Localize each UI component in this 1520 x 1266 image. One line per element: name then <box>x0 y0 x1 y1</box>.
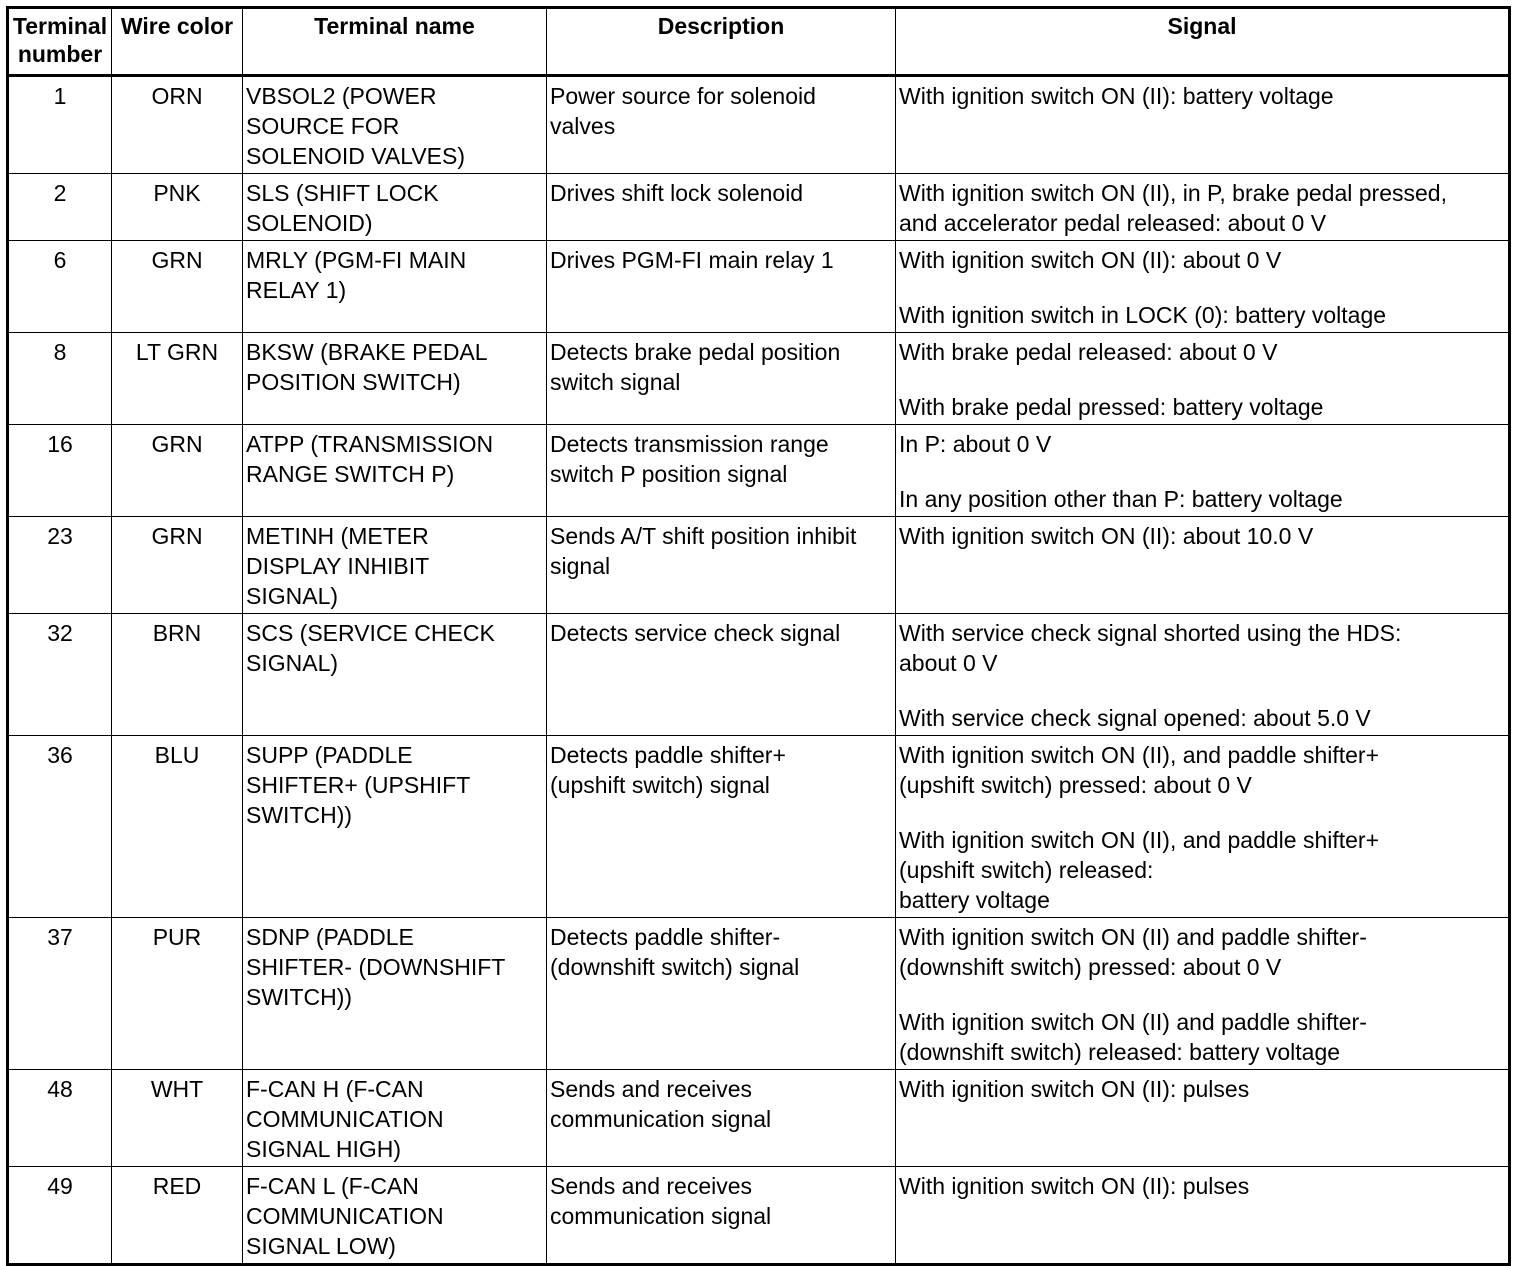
description-cell-text: Detects paddle shifter- (downshift switch) signal <box>550 924 800 980</box>
description-cell <box>547 76 896 174</box>
terminal-name-cell-text: VBSOL2 (POWER SOURCE FOR SOLENOID VALVES) <box>246 83 465 169</box>
terminal-name-cell <box>243 76 547 174</box>
signal-cell <box>896 333 1510 425</box>
description-cell-text: Power source for solenoid valves <box>550 83 816 139</box>
description-cell-text: Drives shift lock solenoid <box>550 180 804 206</box>
description-cell <box>547 918 896 1070</box>
terminal-number-cell-text: 23 <box>47 523 73 549</box>
table-row <box>8 517 1510 614</box>
signal-cell <box>896 76 1510 174</box>
wire-color-cell <box>112 241 243 333</box>
description-cell-text: Drives PGM-FI main relay 1 <box>550 247 834 273</box>
header-terminal-number: Terminal number <box>8 8 112 76</box>
table-row <box>8 241 1510 333</box>
wire-color-cell-text: WHT <box>150 1076 204 1102</box>
signal-cell <box>896 1070 1510 1167</box>
wire-color-cell <box>112 614 243 736</box>
signal-line: With ignition switch ON (II) and paddle shifter- (downshift switch) pressed: about 0 V <box>899 924 1367 980</box>
signal-cell <box>896 1167 1510 1265</box>
signal-cell <box>896 517 1510 614</box>
terminal-number-cell <box>8 76 112 174</box>
terminal-name-cell <box>243 1167 547 1265</box>
signal-line: With ignition switch ON (II): about 10.0 V <box>899 523 1314 549</box>
terminal-number-cell-text: 37 <box>47 924 73 950</box>
signal-line: With ignition switch ON (II): pulses <box>899 1076 1250 1102</box>
table-row <box>8 1167 1510 1265</box>
header-signal: Signal <box>896 8 1510 76</box>
terminal-name-cell <box>243 333 547 425</box>
terminal-name-cell-text: SUPP (PADDLE SHIFTER+ (UPSHIFT SWITCH)) <box>246 742 471 828</box>
wire-color-cell <box>112 76 243 174</box>
signal-line: With ignition switch ON (II), and paddle shifter+ (upshift switch) pressed: about 0 V <box>899 742 1380 798</box>
description-cell <box>547 241 896 333</box>
signal-line: With ignition switch in LOCK (0): battery voltage <box>899 302 1387 328</box>
signal-line: With ignition switch ON (II): about 0 V <box>899 247 1282 273</box>
description-cell <box>547 736 896 918</box>
terminal-name-cell <box>243 736 547 918</box>
signal-line: With service check signal opened: about 5.0 V <box>899 705 1371 731</box>
signal-cell <box>896 425 1510 517</box>
signal-cell <box>896 918 1510 1070</box>
description-cell-text: Sends and receives communication signal <box>550 1076 772 1132</box>
signal-line: With brake pedal pressed: battery voltage <box>899 394 1324 420</box>
terminal-number-cell <box>8 1167 112 1265</box>
description-cell-text: Detects paddle shifter+ (upshift switch) signal <box>550 742 786 798</box>
description-cell <box>547 1070 896 1167</box>
wire-color-cell <box>112 425 243 517</box>
description-cell <box>547 174 896 241</box>
terminal-number-cell-text: 6 <box>53 247 67 273</box>
signal-cell <box>896 241 1510 333</box>
terminal-name-cell-text: BKSW (BRAKE PEDAL POSITION SWITCH) <box>246 339 488 395</box>
terminal-table <box>6 6 1511 1266</box>
description-cell-text: Sends A/T shift position inhibit signal <box>550 523 857 579</box>
wire-color-cell-text: GRN <box>151 247 203 273</box>
description-cell-text: Detects service check signal <box>550 620 841 646</box>
header-wire-color: Wire color <box>112 8 243 76</box>
terminal-number-cell <box>8 517 112 614</box>
terminal-name-cell-text: SDNP (PADDLE SHIFTER- (DOWNSHIFT SWITCH)) <box>246 924 506 1010</box>
wire-color-cell-text: ORN <box>151 83 203 109</box>
terminal-name-cell-text: F-CAN H (F-CAN COMMUNICATION SIGNAL HIGH) <box>246 1076 444 1162</box>
header-terminal-name: Terminal name <box>243 8 547 76</box>
wire-color-cell <box>112 736 243 918</box>
wire-color-cell <box>112 517 243 614</box>
terminal-number-cell-text: 8 <box>53 339 67 365</box>
terminal-number-cell-text: 32 <box>47 620 73 646</box>
header-description: Description <box>547 8 896 76</box>
terminal-name-cell <box>243 425 547 517</box>
signal-line: With service check signal shorted using the HDS: about 0 V <box>899 620 1402 676</box>
wire-color-cell <box>112 1167 243 1265</box>
wire-color-cell <box>112 918 243 1070</box>
terminal-name-cell <box>243 174 547 241</box>
signal-line: In P: about 0 V <box>899 431 1052 457</box>
terminal-name-cell <box>243 918 547 1070</box>
signal-line: In any position other than P: battery voltage <box>899 486 1343 512</box>
table-row <box>8 918 1510 1070</box>
terminal-name-cell-text: F-CAN L (F-CAN COMMUNICATION SIGNAL LOW) <box>246 1173 444 1259</box>
signal-cell <box>896 174 1510 241</box>
terminal-name-cell-text: METINH (METER DISPLAY INHIBIT SIGNAL) <box>246 523 430 609</box>
signal-line: With ignition switch ON (II): battery voltage <box>899 83 1334 109</box>
table-row <box>8 425 1510 517</box>
description-cell-text: Detects transmission range switch P position signal <box>550 431 829 487</box>
signal-line: With brake pedal released: about 0 V <box>899 339 1278 365</box>
description-cell <box>547 425 896 517</box>
terminal-number-cell <box>8 425 112 517</box>
terminal-name-cell <box>243 517 547 614</box>
terminal-number-cell <box>8 174 112 241</box>
terminal-number-cell <box>8 1070 112 1167</box>
table-row <box>8 76 1510 174</box>
wire-color-cell-text: LT GRN <box>135 339 219 365</box>
wire-color-cell-text: GRN <box>151 431 203 457</box>
description-cell <box>547 517 896 614</box>
terminal-number-cell-text: 2 <box>53 180 67 206</box>
terminal-number-cell-text: 49 <box>47 1173 73 1199</box>
terminal-name-cell-text: MRLY (PGM-FI MAIN RELAY 1) <box>246 247 467 303</box>
table-row <box>8 736 1510 918</box>
signal-line: With ignition switch ON (II): pulses <box>899 1173 1250 1199</box>
wire-color-cell-text: PNK <box>153 180 201 206</box>
terminal-number-cell <box>8 736 112 918</box>
signal-cell <box>896 736 1510 918</box>
wire-color-cell-text: BRN <box>152 620 202 646</box>
signal-line: With ignition switch ON (II), in P, brake pedal pressed, and accelerator pedal released: about 0 V <box>899 180 1447 236</box>
terminal-name-cell-text: SLS (SHIFT LOCK SOLENOID) <box>246 180 439 236</box>
terminal-name-cell-text: SCS (SERVICE CHECK SIGNAL) <box>246 620 495 676</box>
terminal-number-cell <box>8 614 112 736</box>
header-row <box>8 8 1510 76</box>
terminal-name-cell-text: ATPP (TRANSMISSION RANGE SWITCH P) <box>246 431 494 487</box>
wire-color-cell-text: RED <box>152 1173 202 1199</box>
signal-cell <box>896 614 1510 736</box>
table-header <box>8 8 1510 76</box>
description-cell <box>547 333 896 425</box>
description-cell <box>547 614 896 736</box>
terminal-number-cell-text: 1 <box>53 83 67 109</box>
terminal-name-cell <box>243 241 547 333</box>
wire-color-cell <box>112 333 243 425</box>
terminal-number-cell <box>8 241 112 333</box>
terminal-number-cell-text: 36 <box>47 742 73 768</box>
terminal-name-cell <box>243 614 547 736</box>
wire-color-cell-text: GRN <box>151 523 203 549</box>
terminal-number-cell-text: 16 <box>47 431 73 457</box>
wire-color-cell-text: PUR <box>152 924 202 950</box>
wire-color-cell-text: BLU <box>154 742 200 768</box>
signal-line: With ignition switch ON (II) and paddle shifter- (downshift switch) released: battery voltage <box>899 1009 1367 1065</box>
description-cell-text: Sends and receives communication signal <box>550 1173 772 1229</box>
terminal-number-cell <box>8 333 112 425</box>
table-row <box>8 1070 1510 1167</box>
terminal-number-cell <box>8 918 112 1070</box>
description-cell-text: Detects brake pedal position switch signal <box>550 339 841 395</box>
wire-color-cell <box>112 1070 243 1167</box>
table-row <box>8 333 1510 425</box>
terminal-name-cell <box>243 1070 547 1167</box>
table-row <box>8 174 1510 241</box>
terminal-number-cell-text: 48 <box>47 1076 73 1102</box>
wire-color-cell <box>112 174 243 241</box>
description-cell <box>547 1167 896 1265</box>
signal-line: With ignition switch ON (II), and paddle shifter+ (upshift switch) released: battery voltage <box>899 827 1380 913</box>
table-row <box>8 614 1510 736</box>
table-body <box>8 76 1510 1265</box>
